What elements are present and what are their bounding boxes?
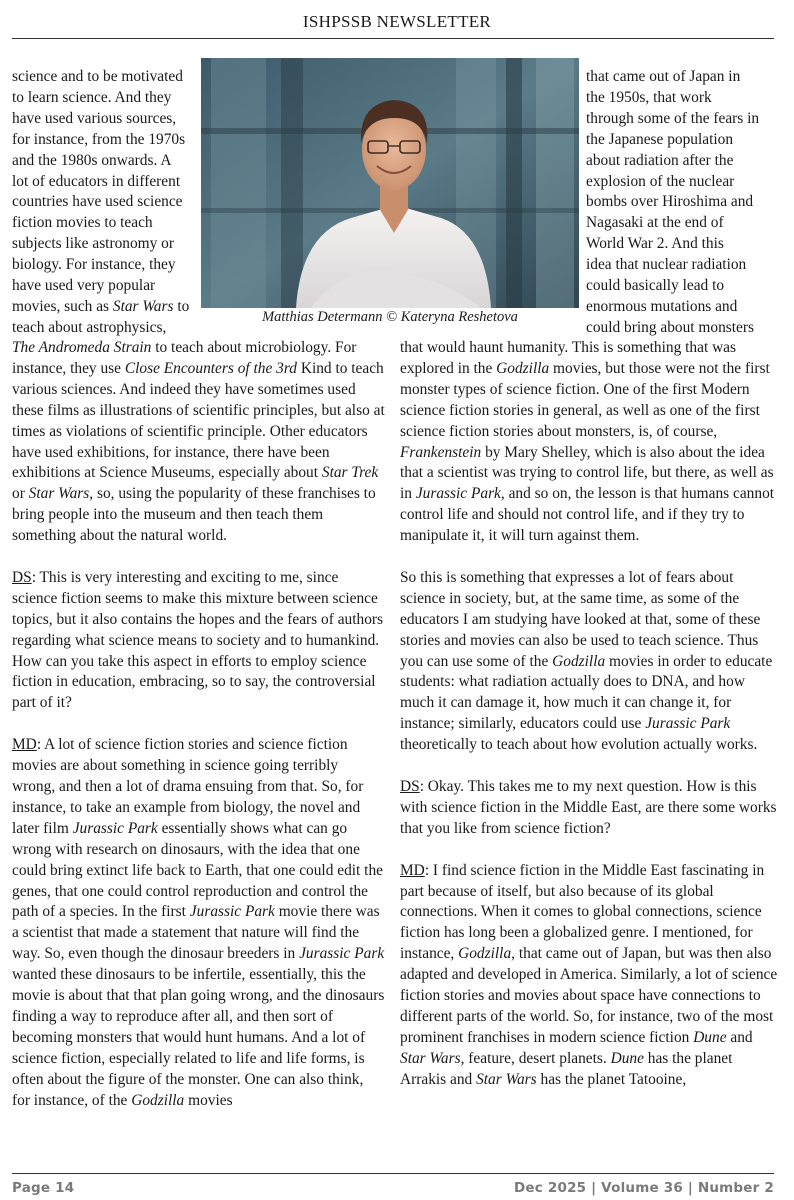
text-line: science and to be motivated (12, 68, 183, 85)
text-line: fiction movies to teach (12, 214, 153, 232)
speaker-initials: MD (400, 861, 425, 879)
text-line: have used various sources, (12, 109, 177, 127)
text-line: and the 1980s onwards. A (12, 151, 172, 169)
text-line: idea that nuclear radiation (586, 256, 747, 274)
text-line: Nagasaki at the end of (586, 214, 724, 232)
text-line: teach about astrophysics, (12, 318, 167, 336)
text-line: for instance, from the 1970s (12, 130, 186, 148)
paragraph: that would haunt humanity. This is something that was explored in the Godzilla movies, but those were not the first monster types of science fiction. One of the first Modern science fiction stories in general, as well as one of the first science fiction stories about monsters, is, of course, Frankenstein by Mary Shelley, which is also about the idea that a scientist was trying to control life, but there, as well as in Jurassic Park, and so on, the lesson is that humans cannot control life and should not control life, and if they try to manipulate it, it will turn against them. (400, 339, 775, 545)
footer-rule (12, 1173, 774, 1174)
paragraph: So this is something that expresses a lot of fears about science in society, but, at the same time, as some of the educators I am studying have looked at that, some of these stories and movies can also be used to teach science. Thus you can use some of the Godzilla movies in order to educate students: what radiation actually does to DNA, and how much it can damage it, how much it can change it, for instance; similarly, educators could use Jurassic Park theoretically to teach about how evolution actually works. (400, 568, 773, 754)
text-line: about radiation after the (586, 151, 734, 169)
speaker-initials: MD (12, 736, 37, 754)
text-line: explosion of the nuclear (586, 172, 735, 190)
paragraph: MD: I find science fiction in the Middle East fascinating in part because of itself, but also because of its global connections. When it comes to global connections, science fiction has long been a globalized genre. I mentioned, for instance, Godzilla, that came out of Japan, but was then also adapted and developed in America. Similarly, a lot of science fiction stories and movies about space have connections to different parts of the world. So, for instance, two of the most prominent franchises in modern science fiction Dune and Star Wars, feature, desert planets. Dune has the planet Arrakis and Star Wars has the planet Tatooine, (400, 861, 778, 1088)
text-line: movies, such as Star Wars to (12, 297, 190, 315)
text-line: that came out of Japan in (586, 68, 741, 85)
text-line: World War 2. And this (586, 235, 724, 253)
header-rule (12, 38, 774, 39)
text-line: subjects like astronomy or (12, 235, 174, 253)
speaker-initials: DS (12, 568, 32, 586)
left-column-main (12, 338, 385, 1112)
paragraph: DS: This is very interesting and exciting to me, since science fiction seems to make this mixture between science topics, but it also contains the hopes and the fears of authors regarding what science means to society and to humankind. How can you take this aspect in efforts to employ science fiction in education, embracing, so to say, the controversial part of it? (12, 568, 383, 712)
author-photo (201, 58, 579, 308)
page-number: Page 14 (12, 1180, 75, 1196)
text-line: could bring about monsters (586, 318, 754, 336)
left-column-wrap (12, 67, 204, 339)
paragraph: DS: Okay. This takes me to my next question. How is this with science fiction in the Middle East, are there some works that you like from science fiction? (400, 778, 777, 837)
text-line: the 1950s, that work (586, 88, 712, 106)
text-line: through some of the fears in (586, 109, 760, 127)
speaker-initials: DS (400, 778, 420, 795)
portrait-image (201, 58, 579, 308)
paragraph: MD: A lot of science fiction stories and science fiction movies are about something in science going terribly wrong, and then a lot of drama ensuing from that. So, for instance, to take an example from biology, the novel and later film Jurassic Park essentially shows what can go wrong with research on dinosaurs, with the idea that one could bring extinct life back to Earth, that one could edit the genes, that one could control reproduction and control the path of a species. In the first Jurassic Park movie there was a scientist that made a statement that nature will find the way. So, even though the dinosaur breeders in Jurassic Park wanted these dinosaurs to be infertile, essentially, this the movie is about that that plan going wrong, and the dinosaurs finding a way to reproduce after all, and then sort of becoming monsters that would hunt humans. And a lot of science fiction, especially related to life and life forms, is often about the figure of the monster. One can also think, for instance, of the Godzilla movies (12, 736, 385, 1109)
right-column-main (400, 338, 778, 1091)
text-line: enormous mutations and (586, 297, 738, 315)
text-line: the Japanese population (586, 130, 734, 148)
text-line: bombs over Hiroshima and (586, 193, 754, 211)
text-line: could basically lead to (586, 277, 725, 295)
text-line: lot of educators in different (12, 172, 181, 190)
text-line: have used very popular (12, 277, 156, 295)
text-line: biology. For instance, they (12, 256, 176, 274)
paragraph: The Andromeda Strain to teach about microbiology. For instance, they use Close Encounters of the 3rd Kind to teach various sciences. And indeed they have sometimes used these films as illustrations of scientific principles, but also at times as violations of scientific principle. Other educators have used exhibitions, for instance, there have been exhibitions at Science Museums, especially about Star Trek or Star Wars, so, using the popularity of these franchises to bring people into the museum and then teach them something about the natural world. (12, 339, 385, 545)
photo-caption: Matthias Determann © Kateryna Reshetova (262, 309, 518, 325)
issue-info: Dec 2025 | Volume 36 | Number 2 (514, 1180, 774, 1196)
newsletter-title: ISHPSSB NEWSLETTER (302, 12, 492, 31)
text-line: to learn science. And they (12, 88, 172, 106)
right-column-wrap (586, 67, 786, 339)
text-line: countries have used science (12, 193, 183, 211)
